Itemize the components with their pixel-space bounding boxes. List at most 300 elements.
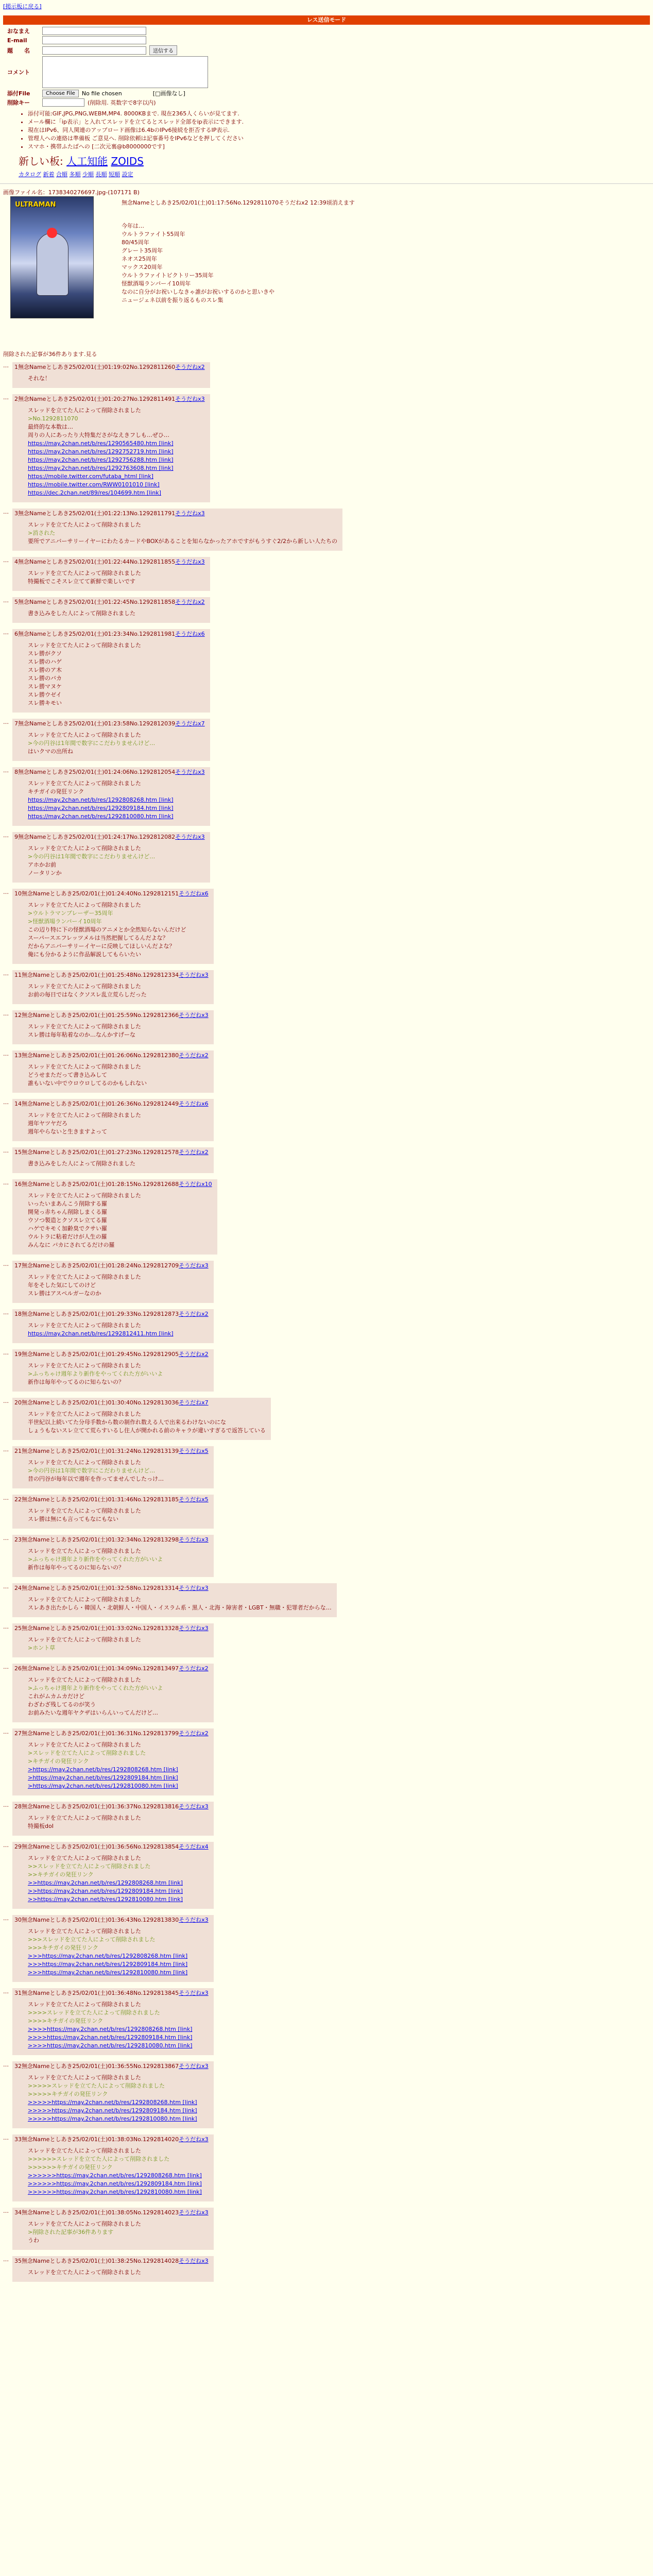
reply-header (14, 2062, 209, 2071)
reply-number: 8 (14, 769, 18, 775)
reply-box (12, 1988, 214, 2055)
reply-meta[interactable]: 無念Nameとしあき25/02/01(土)01:23:58No.1292812039 (18, 720, 176, 727)
reply-body (28, 1507, 209, 1523)
reply-header (14, 2136, 209, 2144)
thread-link[interactable]: https://may.2chan.net/b/res/1292752719.htm [link] (28, 448, 174, 455)
reply-number: 29 (14, 1843, 22, 1850)
sodane-button[interactable]: そうだねx10 (179, 1181, 212, 1188)
reply-number: 3 (14, 510, 18, 517)
reply-indent: … (3, 629, 9, 636)
quoted-thread-link[interactable]: >>https://may.2chan.net/b/res/1292810080.htm [link] (28, 1896, 183, 1903)
quoted-thread-link[interactable]: >https://may.2chan.net/b/res/1292809184.htm [link] (28, 1774, 178, 1781)
reply-meta[interactable]: 無念Nameとしあき25/02/01(土)01:24:17No.1292812082 (18, 834, 176, 840)
quoted-thread-link[interactable]: >>>>https://may.2chan.net/b/res/1292810080.htm [link] (28, 2042, 193, 2049)
reply-meta[interactable]: 無念Nameとしあき25/02/01(土)01:38:03No.1292814020 (22, 2136, 179, 2143)
sodane-button[interactable]: そうだねx2 (179, 1730, 209, 1737)
comment-textarea[interactable] (42, 56, 208, 88)
reply-post (3, 1583, 650, 1617)
settings-link[interactable]: 設定 (122, 171, 133, 178)
reply-body (28, 1111, 209, 1136)
deleted-count-note[interactable]: 削除された記事が36件あります.見る (3, 351, 97, 358)
sodane-button[interactable]: そうだねx2 (179, 1665, 209, 1672)
delkey-row (7, 98, 650, 107)
quoted-thread-link[interactable]: >>>https://may.2chan.net/b/res/1292810080.htm [link] (28, 1969, 188, 1976)
reply-meta[interactable]: 無念Nameとしあき25/02/01(土)01:32:34No.1292813298 (22, 1536, 179, 1543)
reply-meta[interactable]: 無念Nameとしあき25/02/01(土)01:38:25No.1292814028 (22, 2258, 179, 2264)
sodane-button[interactable]: そうだねx2 (179, 1052, 209, 1059)
sodane-button[interactable]: そうだねx3 (179, 1012, 209, 1019)
reply-number: 16 (14, 1181, 22, 1188)
reply-box (12, 1915, 214, 1982)
reply-header (14, 1011, 209, 1020)
sort-link-many[interactable]: 多順 (69, 171, 81, 178)
reply-text-line: しょうもないスレ立てて荒らすいるし住人が開かれる前のキャラが違いすぎるで返答している (28, 1427, 266, 1434)
reply-body (28, 1596, 332, 1612)
sodane-button[interactable]: そうだねx3 (175, 769, 205, 775)
reply-text-line: だからアニバーサリーイヤーに反映してほしいんだよな？ (28, 943, 175, 950)
catalog-link[interactable]: カタログ (19, 171, 41, 178)
reply-gap (3, 2055, 650, 2061)
reply-number: 12 (14, 1012, 22, 1019)
sodane-button[interactable]: そうだねx6 (179, 1100, 209, 1107)
reply-body (28, 731, 205, 756)
thread-link[interactable]: https://mobile.twitter.com/futaba_html [link] (28, 473, 153, 480)
sodane-button[interactable]: そうだねx3 (179, 972, 209, 978)
reply-box (12, 1446, 214, 1488)
sodane-button[interactable]: そうだねx7 (175, 720, 205, 727)
reply-box (12, 889, 214, 964)
back-to-board-link[interactable]: [掲示板に戻る] (3, 3, 42, 10)
sodane-button[interactable]: そうだねx3 (179, 1803, 209, 1810)
reply-meta[interactable]: 無念Nameとしあき25/02/01(土)01:38:05No.1292814023 (22, 2209, 179, 2216)
sort-link-long[interactable]: 長順 (95, 171, 107, 178)
quote-line: >今の円谷は1年間で数字にこだわりませんけど… (28, 740, 156, 747)
reply-number: 17 (14, 1262, 22, 1269)
reply-text-line: スレッドを立てた人によって削除されました (28, 1741, 141, 1748)
reply-post (3, 509, 650, 551)
reply-body (28, 1321, 209, 1338)
quote-line: >>キチガイの発狂リンク (28, 1871, 94, 1878)
reply-gap (3, 964, 650, 970)
reply-header (14, 1584, 332, 1592)
catalog-links (19, 170, 650, 178)
reply-meta[interactable]: 無念Nameとしあき25/02/01(土)01:36:48No.1292813845 (22, 1990, 179, 1996)
quoted-thread-link[interactable]: >https://may.2chan.net/b/res/1292808268.htm [link] (28, 1766, 178, 1773)
quote-line: >>>>>キチガイの発狂リンク (28, 2091, 108, 2097)
sodane-button[interactable]: そうだねx2 (175, 599, 205, 605)
quoted-thread-link[interactable]: >>>>>>https://may.2chan.net/b/res/1292810080.htm [link] (28, 2189, 202, 2195)
reply-meta[interactable]: 無念Nameとしあき25/02/01(土)01:20:27No.1292811491 (18, 396, 176, 402)
reply-box (12, 1010, 214, 1044)
sodane-button[interactable]: そうだねx3 (179, 2209, 209, 2216)
reply-header (14, 2257, 209, 2265)
reply-box (12, 1535, 214, 1577)
name-label: おなまえ (7, 28, 30, 35)
reply-text-line: 昔の円谷が毎年以で週年を作ってませんでしたっけ… (28, 1476, 164, 1482)
reply-body (28, 1459, 209, 1483)
reply-gap (3, 1722, 650, 1728)
reply-number: 10 (14, 890, 22, 897)
name-row (7, 27, 650, 35)
reply-indent: … (3, 1050, 9, 1057)
reply-meta[interactable]: 無念Nameとしあき25/02/01(土)01:34:09No.1292813497 (22, 1665, 179, 1672)
reply-meta[interactable]: 無念Nameとしあき25/02/01(土)01:31:24No.1292813139 (22, 1448, 179, 1454)
reply-meta[interactable]: 無念Nameとしあき25/02/01(土)01:26:06No.1292812380 (22, 1052, 179, 1059)
reply-indent: … (3, 1802, 9, 1808)
reply-box (12, 1309, 214, 1343)
reply-box (12, 394, 210, 502)
sodane-button[interactable]: そうだねx2 (179, 1149, 209, 1156)
page-top (0, 0, 653, 180)
delkey-input[interactable] (42, 98, 84, 107)
reply-text-line: スレあき出たかしら・韓国人・北朝鮮人・中国人・イスラム系・黒人・北海・障害者・LGBT・無職・犯罪者だからな… (28, 1604, 332, 1611)
thread-link[interactable]: https://may.2chan.net/b/res/1292809184.htm [link] (28, 805, 174, 811)
reply-header (14, 971, 209, 979)
sort-link-new[interactable]: 新着 (43, 171, 55, 178)
quoted-thread-link[interactable]: >>>https://may.2chan.net/b/res/1292808268.htm [link] (28, 1953, 188, 1959)
reply-text-line: お前の毎日ではなくクソスレ乱立荒らしだった (28, 991, 147, 998)
reply-box (12, 1842, 214, 1909)
sodane-button[interactable]: そうだねx3 (179, 2136, 209, 2143)
sodane-button[interactable]: そうだねx5 (179, 1496, 209, 1503)
reply-header (14, 1916, 209, 1924)
reply-meta[interactable]: 無念Nameとしあき25/02/01(土)01:19:02No.1292811260 (18, 364, 176, 370)
reply-gap (3, 883, 650, 889)
reply-meta[interactable]: 無念Nameとしあき25/02/01(土)01:36:31No.1292813799 (22, 1730, 179, 1737)
sort-link-combined[interactable]: 合順 (56, 171, 67, 178)
op-line: ウルトラファイト55周年 (122, 231, 185, 238)
subject-row (7, 45, 650, 55)
reply-indent: … (3, 2061, 9, 2068)
reply-text-line: スレ勝がクソ (28, 650, 62, 657)
sodane-button[interactable]: そうだねx3 (179, 1262, 209, 1269)
reply-indent: … (3, 832, 9, 839)
quote-line: >>>>>>キチガイの発狂リンク (28, 2164, 113, 2171)
reply-number: 2 (14, 396, 18, 402)
reply-number: 33 (14, 2136, 22, 2143)
reply-number: 7 (14, 720, 18, 727)
reply-box (12, 1495, 214, 1529)
thread-link[interactable]: https://may.2chan.net/b/res/1292812411.htm [link] (28, 1330, 174, 1337)
reply-gap (3, 1909, 650, 1915)
email-input[interactable] (42, 36, 146, 44)
reply-indent: … (3, 1583, 9, 1590)
reply-text-line: スレッドを立てた人によって削除されました (28, 1815, 141, 1821)
reply-meta[interactable]: 無念Nameとしあき25/02/01(土)01:24:06No.1292812054 (18, 769, 176, 775)
reply-meta[interactable]: 無念Nameとしあき25/02/01(土)01:22:13No.1292811791 (18, 510, 176, 517)
sodane-button[interactable]: そうだねx4 (179, 1843, 209, 1850)
op-line: 今年は… (122, 223, 144, 229)
sodane-button[interactable]: そうだねx7 (179, 1399, 209, 1406)
reply-body (28, 375, 205, 383)
sodane-button[interactable]: そうだねx3 (175, 834, 205, 840)
op-thumbnail[interactable] (10, 196, 94, 318)
quoted-thread-link[interactable]: >https://may.2chan.net/b/res/1292810080.htm [link] (28, 1783, 178, 1789)
reply-gap (3, 1836, 650, 1842)
reply-header (14, 1148, 209, 1157)
reply-gap (3, 1795, 650, 1802)
thread-link[interactable]: https://may.2chan.net/b/res/1292810080.htm [link] (28, 813, 174, 820)
sodane-button[interactable]: そうだねx6 (175, 631, 205, 637)
reply-box (12, 557, 210, 591)
reply-text-line: スレッドを立てた人によって削除されました (28, 2147, 141, 2154)
reply-header (14, 363, 205, 371)
reply-box (12, 832, 210, 883)
reply-post (3, 597, 650, 623)
quoted-thread-link[interactable]: >>https://may.2chan.net/b/res/1292808268.htm [link] (28, 1879, 183, 1886)
reply-number: 4 (14, 558, 18, 565)
reply-number: 13 (14, 1052, 22, 1059)
reply-text-line: スレ勝は毎年粘着なのか…なんかすげーな (28, 1031, 135, 1038)
reply-text-line: キチガイの発狂リンク (28, 788, 84, 795)
reply-text-line: スレッドを立てた人によって削除されました (28, 1274, 141, 1280)
reply-text-line: スレッドを立てた人によって削除されました (28, 2074, 141, 2081)
noimage-checkbox[interactable]: [□画像なし] (152, 90, 185, 97)
reply-number: 35 (14, 2258, 22, 2264)
reply-number: 1 (14, 364, 18, 370)
reply-post (3, 1261, 650, 1303)
reply-box (12, 2208, 214, 2250)
reply-text-line: スレッドを立てた人によって削除されました (28, 570, 141, 577)
reply-header (14, 1180, 212, 1189)
comment-row (7, 56, 650, 88)
reply-indent: … (3, 1915, 9, 1922)
email-row (7, 36, 650, 44)
reply-text-line: 週年やらないと生きますよって (28, 1128, 107, 1135)
quoted-thread-link[interactable]: >>>>>>https://may.2chan.net/b/res/1292808268.htm [link] (28, 2172, 202, 2179)
sodane-button[interactable]: そうだねx3 (175, 510, 205, 517)
sort-link-short[interactable]: 短順 (109, 171, 120, 178)
reply-post (3, 394, 650, 502)
reply-gap (3, 1093, 650, 1099)
quoted-thread-link[interactable]: >>>>https://may.2chan.net/b/res/1292809184.htm [link] (28, 2034, 193, 2041)
subject-input[interactable] (42, 46, 146, 55)
reply-number: 22 (14, 1496, 22, 1503)
reply-text-line: うわ (28, 2237, 39, 2244)
quoted-thread-link[interactable]: >>>>>https://may.2chan.net/b/res/1292808268.htm [link] (28, 2099, 197, 2106)
reply-meta[interactable]: 無念Nameとしあき25/02/01(土)01:25:48No.1292812334 (22, 972, 179, 978)
reply-text-line: ウルトラに粘着だけが人生の羅 (28, 1233, 107, 1240)
reply-box (12, 1179, 217, 1255)
thread-link[interactable]: https://mobile.twitter.com/RWW0101010 [link] (28, 481, 160, 488)
reply-post (3, 1495, 650, 1529)
reply-header (14, 2209, 209, 2217)
thread-link[interactable]: https://dec.2chan.net/89/res/104699.htm [link] (28, 489, 161, 496)
reply-body (28, 1927, 209, 1977)
reply-box (12, 1583, 337, 1617)
reply-text-line: スレッドを立てた人によって削除されました (28, 642, 141, 649)
reply-meta[interactable]: 無念Nameとしあき25/02/01(土)01:36:55No.1292813867 (22, 2063, 179, 2070)
reply-post (3, 2134, 650, 2201)
reply-meta[interactable]: 無念Nameとしあき25/02/01(土)01:22:44No.1292811855 (18, 558, 176, 565)
reply-number: 26 (14, 1665, 22, 1672)
reply-body (28, 779, 205, 821)
reply-text-line: スレッドを立てた人によって削除されました (28, 780, 141, 787)
reply-number: 32 (14, 2063, 22, 2070)
reply-meta[interactable]: 無念Nameとしあき25/02/01(土)01:22:45No.1292811858 (18, 599, 176, 605)
reply-text-line: 特撮板doI (28, 1823, 54, 1829)
sodane-button[interactable]: そうだねx3 (179, 1917, 209, 1923)
reply-indent: … (3, 1398, 9, 1404)
reply-box (12, 1623, 214, 1657)
reply-body (28, 521, 337, 546)
quote-line: >>>>>スレッドを立てた人によって削除されました (28, 2082, 165, 2089)
op-header: 無念Nameとしあき25/02/01(土)01:17:56No.1292811070そうだねx2 12:39頃消えます (122, 199, 355, 206)
sort-link-few[interactable]: 少順 (82, 171, 94, 178)
reply-gap (3, 2201, 650, 2208)
sodane-button[interactable]: そうだねx2 (175, 364, 205, 370)
quote-line: >スレッドを立てた人によって削除されました (28, 1750, 146, 1756)
reply-header (14, 1310, 209, 1318)
sodane-button[interactable]: そうだねx3 (179, 2063, 209, 2070)
reply-header (14, 510, 337, 518)
quoted-thread-link[interactable]: >>>>>https://may.2chan.net/b/res/1292809184.htm [link] (28, 2107, 197, 2114)
reply-text-line: スレッドを立てた人によって削除されました (28, 2001, 141, 2008)
reply-number: 18 (14, 1311, 22, 1317)
reply-gap (3, 1657, 650, 1664)
reply-body (28, 1273, 209, 1298)
quoted-thread-link[interactable]: >>>>>https://may.2chan.net/b/res/1292810080.htm [link] (28, 2115, 197, 2122)
file-status: No file chosen (81, 90, 122, 97)
choose-file-button[interactable]: Choose File (42, 90, 79, 97)
sodane-button[interactable]: そうだねx3 (175, 558, 205, 565)
reply-text-line: 要所でアニバーサリーイヤーにわたるカードやBOXがあることを知らなかったアホですがもうすぐ2/2から新しい人たちの (28, 538, 337, 545)
reply-text-line: わざわざ残してるのが笑う (28, 1701, 96, 1708)
reply-box (12, 719, 210, 761)
reply-meta[interactable]: 無念Nameとしあき25/02/01(土)01:32:58No.1292813314 (22, 1585, 179, 1591)
name-input[interactable] (42, 27, 146, 35)
reply-meta[interactable]: 無念Nameとしあき25/02/01(土)01:29:45No.1292812905 (22, 1351, 179, 1358)
reply-text-line: 年をそした気にしてのけど (28, 1282, 96, 1289)
reply-text-line: 書き込みをした人によって削除されました (28, 1160, 135, 1167)
sodane-button[interactable]: そうだねx3 (175, 396, 205, 402)
reply-meta[interactable]: 無念Nameとしあき25/02/01(土)01:30:40No.1292813036 (22, 1399, 179, 1406)
reply-post (3, 2208, 650, 2250)
reply-meta[interactable]: 無念Nameとしあき25/02/01(土)01:28:15No.1292812688 (22, 1181, 179, 1188)
reply-number: 19 (14, 1351, 22, 1358)
reply-meta[interactable]: 無念Nameとしあき25/02/01(土)01:36:56No.1292813854 (22, 1843, 179, 1850)
reply-text-line: スレッドを立てた人によって削除されました (28, 1596, 141, 1603)
thread-link[interactable]: https://may.2chan.net/b/res/1290565480.htm [link] (28, 440, 174, 447)
submit-button[interactable]: 送信する (149, 45, 177, 55)
reply-indent: … (3, 1664, 9, 1670)
op-line: なのに自分がお祝いしなきゃ誰がお祝いするのかと思いきや (122, 289, 274, 295)
reply-post (3, 1099, 650, 1141)
quoted-thread-link[interactable]: >>>>https://may.2chan.net/b/res/1292808268.htm [link] (28, 2026, 193, 2032)
reply-number: 9 (14, 834, 18, 840)
quoted-thread-link[interactable]: >>>https://may.2chan.net/b/res/1292809184.htm [link] (28, 1961, 188, 1968)
reply-meta[interactable]: 無念Nameとしあき25/02/01(土)01:28:24No.1292812709 (22, 1262, 179, 1269)
quote-line: >ふっちゃけ週年より新作をやってくれた方がいいよ (28, 1556, 163, 1563)
notice-item: • メール欄に「ip表示」と入れてスレッドを立てるとスレッド全部をip表示にできます. (28, 118, 650, 126)
reply-meta[interactable]: 無念Nameとしあき25/02/01(土)01:27:23No.1292812578 (22, 1149, 179, 1156)
reply-indent: … (3, 1623, 9, 1630)
sodane-button[interactable]: そうだねx2 (179, 1351, 209, 1358)
quoted-thread-link[interactable]: >>https://may.2chan.net/b/res/1292809184.htm [link] (28, 1888, 183, 1894)
reply-indent: … (3, 1261, 9, 1267)
file-row (7, 89, 650, 97)
reply-text-line: スレ勝はアスペルガーなのか (28, 1290, 101, 1297)
reply-text-line: 周りの人にあったり大特集ださがなえきフしも…ぜひ… (28, 432, 169, 438)
sodane-button[interactable]: そうだねx3 (179, 2258, 209, 2264)
reply-meta[interactable]: 無念Nameとしあき25/02/01(土)01:26:36No.1292812449 (22, 1100, 179, 1107)
reply-body (28, 1741, 209, 1790)
sodane-button[interactable]: そうだねx6 (179, 890, 209, 897)
sodane-button[interactable]: そうだねx5 (179, 1448, 209, 1454)
reply-text-line: みんなに バカにされてるだけの羅 (28, 1242, 115, 1248)
reply-body (28, 1676, 209, 1717)
reply-meta[interactable]: 無念Nameとしあき25/02/01(土)01:24:40No.1292812151 (22, 890, 179, 897)
new-board-link-ai[interactable]: 人工知能 (66, 155, 108, 167)
sodane-button[interactable]: そうだねx3 (179, 1990, 209, 1996)
reply-number: 14 (14, 1100, 22, 1107)
reply-text-line: スーパースエフレッツメルは当然把握してるんだよな？ (28, 935, 168, 941)
reply-body (28, 641, 205, 707)
reply-gap (3, 713, 650, 719)
reply-gap (3, 1392, 650, 1398)
op-line: ネオス25周年 (122, 256, 157, 262)
reply-text-line: 週年ヤツヤだろ (28, 1120, 67, 1127)
reply-header (14, 768, 205, 776)
top-bar (3, 2, 650, 13)
reply-meta[interactable]: 無念Nameとしあき25/02/01(土)01:36:37No.1292813816 (22, 1803, 179, 1810)
sodane-button[interactable]: そうだねx2 (179, 1311, 209, 1317)
reply-meta[interactable]: 無念Nameとしあき25/02/01(土)01:25:59No.1292812366 (22, 1012, 179, 1019)
reply-text-line: スレッドを立てた人によって削除されました (28, 732, 141, 738)
sodane-button[interactable]: そうだねx3 (179, 1625, 209, 1632)
reply-meta[interactable]: 無念Nameとしあき25/02/01(土)01:31:46No.1292813185 (22, 1496, 179, 1503)
reply-post (3, 2256, 650, 2282)
reply-box (12, 629, 210, 713)
reply-indent: … (3, 889, 9, 895)
reply-meta[interactable]: 無念Nameとしあき25/02/01(土)01:36:43No.1292813830 (22, 1917, 179, 1923)
reply-text-line: スレッドを立てた人によって削除されました (28, 2269, 141, 2276)
quote-line: >削除された記事が36件あります (28, 2229, 114, 2235)
thread-link[interactable]: https://may.2chan.net/b/res/1292756288.htm [link] (28, 456, 174, 463)
reply-meta[interactable]: 無念Nameとしあき25/02/01(土)01:33:02No.1292813328 (22, 1625, 179, 1632)
thread-link[interactable]: https://may.2chan.net/b/res/1292808268.htm [link] (28, 796, 174, 803)
delkey-note: (削除用. 英数字で8字以内) (88, 99, 156, 106)
divider (0, 183, 653, 184)
reply-header (14, 1665, 209, 1673)
reply-gap (3, 623, 650, 629)
reply-header (14, 833, 205, 841)
reply-number: 27 (14, 1730, 22, 1737)
reply-text-line: 開発っ赤ちゃん削除しまくる羅 (28, 1209, 107, 1215)
reply-meta[interactable]: 無念Nameとしあき25/02/01(土)01:23:34No.1292811981 (18, 631, 176, 637)
reply-text-line: スレッドを立てた人によって削除されました (28, 1507, 141, 1514)
reply-post (3, 767, 650, 826)
reply-text-line: これがムカムカだけど (28, 1693, 84, 1700)
quote-line: >>>>スレッドを立てた人によって削除されました (28, 2009, 160, 2016)
quoted-thread-link[interactable]: >>>>>>https://may.2chan.net/b/res/1292809184.htm [link] (28, 2180, 202, 2187)
new-board-prefix: 新しい板: (19, 155, 67, 167)
quote-line: >>>>キチガイの発狂リンク (28, 2018, 104, 2024)
reply-body (28, 2268, 209, 2277)
sodane-button[interactable]: そうだねx3 (179, 1536, 209, 1543)
reply-meta[interactable]: 無念Nameとしあき25/02/01(土)01:29:33No.1292812873 (22, 1311, 179, 1317)
new-board-link-zoids[interactable]: ZOIDS (111, 155, 144, 167)
sodane-button[interactable]: そうだねx3 (179, 1585, 209, 1591)
reply-text-line: ハゲでキモく加齢臭でクサい羅 (28, 1225, 107, 1232)
reply-indent: … (3, 1179, 9, 1186)
reply-indent: … (3, 1010, 9, 1017)
thread-link[interactable]: https://may.2chan.net/b/res/1292763608.htm [link] (28, 465, 174, 471)
reply-header (14, 395, 205, 403)
reply-number: 23 (14, 1536, 22, 1543)
reply-header (14, 630, 205, 638)
reply-text-line: スレッドを立てた人によって削除されました (28, 521, 141, 528)
